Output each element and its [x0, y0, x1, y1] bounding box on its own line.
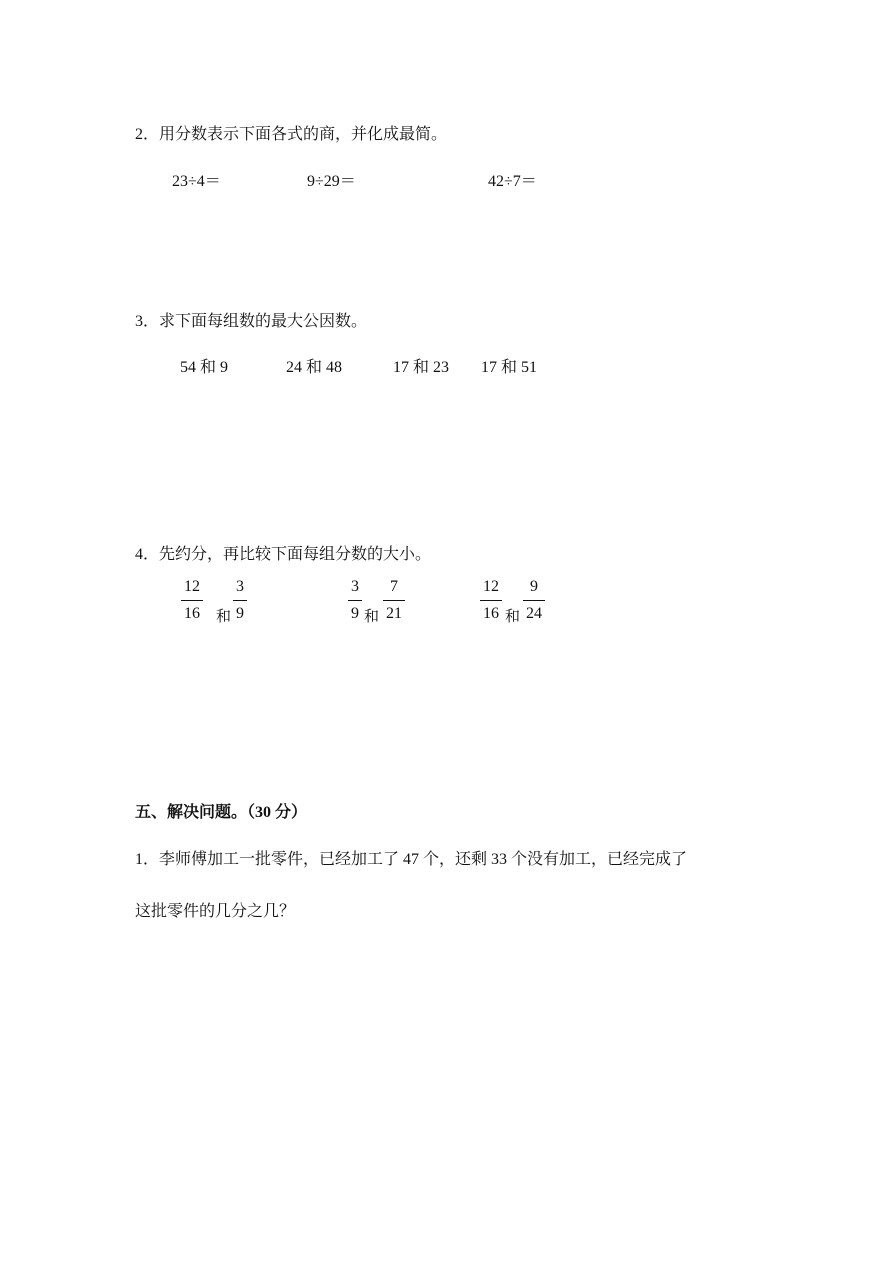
denominator: 9: [351, 605, 359, 622]
connector-he: 和: [216, 609, 232, 625]
word-problem-1-line-1: 1．李师傅加工一批零件，已经加工了 47 个，还剩 33 个没有加工，已经完成了: [135, 851, 688, 868]
division-item-3: 42÷7＝: [488, 173, 537, 190]
fraction-pair-2-a: [348, 578, 362, 623]
fraction-pair-3-b: [523, 578, 545, 623]
denominator: 9: [236, 605, 244, 622]
numerator: 3: [236, 578, 244, 595]
denominator: 21: [386, 605, 402, 622]
fraction-bar: [233, 600, 247, 601]
fraction-bar: [480, 600, 502, 601]
numerator: 12: [184, 578, 200, 595]
numerator: 12: [483, 578, 499, 595]
word-problem-1-line-2: 这批零件的几分之几？: [135, 903, 296, 920]
fraction-bar: [181, 600, 203, 601]
fraction-pair-1-b: [233, 578, 247, 623]
gcd-item-4: 17 和 51: [481, 359, 538, 376]
connector-he: 和: [364, 609, 380, 625]
connector-he: 和: [505, 609, 521, 625]
fraction-pair-1-a: [181, 578, 203, 623]
division-item-2: 9÷29＝: [307, 173, 356, 190]
fraction-bar: [383, 600, 405, 601]
fraction-bar: [523, 600, 545, 601]
denominator: 24: [526, 605, 542, 622]
question-2-title: 2．用分数表示下面各式的商，并化成最简。: [135, 126, 448, 143]
numerator: 3: [351, 578, 359, 595]
question-4-title: 4．先约分，再比较下面每组分数的大小。: [135, 546, 432, 563]
numerator: 7: [390, 578, 398, 595]
denominator: 16: [483, 605, 499, 622]
question-3-title: 3．求下面每组数的最大公因数。: [135, 313, 368, 330]
fraction-bar: [348, 600, 362, 601]
denominator: 16: [184, 605, 200, 622]
numerator: 9: [530, 578, 538, 595]
fraction-pair-3-a: [480, 578, 502, 623]
gcd-item-1: 54 和 9: [180, 359, 229, 376]
division-item-1: 23÷4＝: [172, 173, 221, 190]
gcd-item-2: 24 和 48: [286, 359, 343, 376]
gcd-item-3: 17 和 23: [393, 359, 450, 376]
section-5-heading: 五、解决问题。（30 分）: [135, 804, 308, 821]
fraction-pair-2-b: [383, 578, 405, 623]
